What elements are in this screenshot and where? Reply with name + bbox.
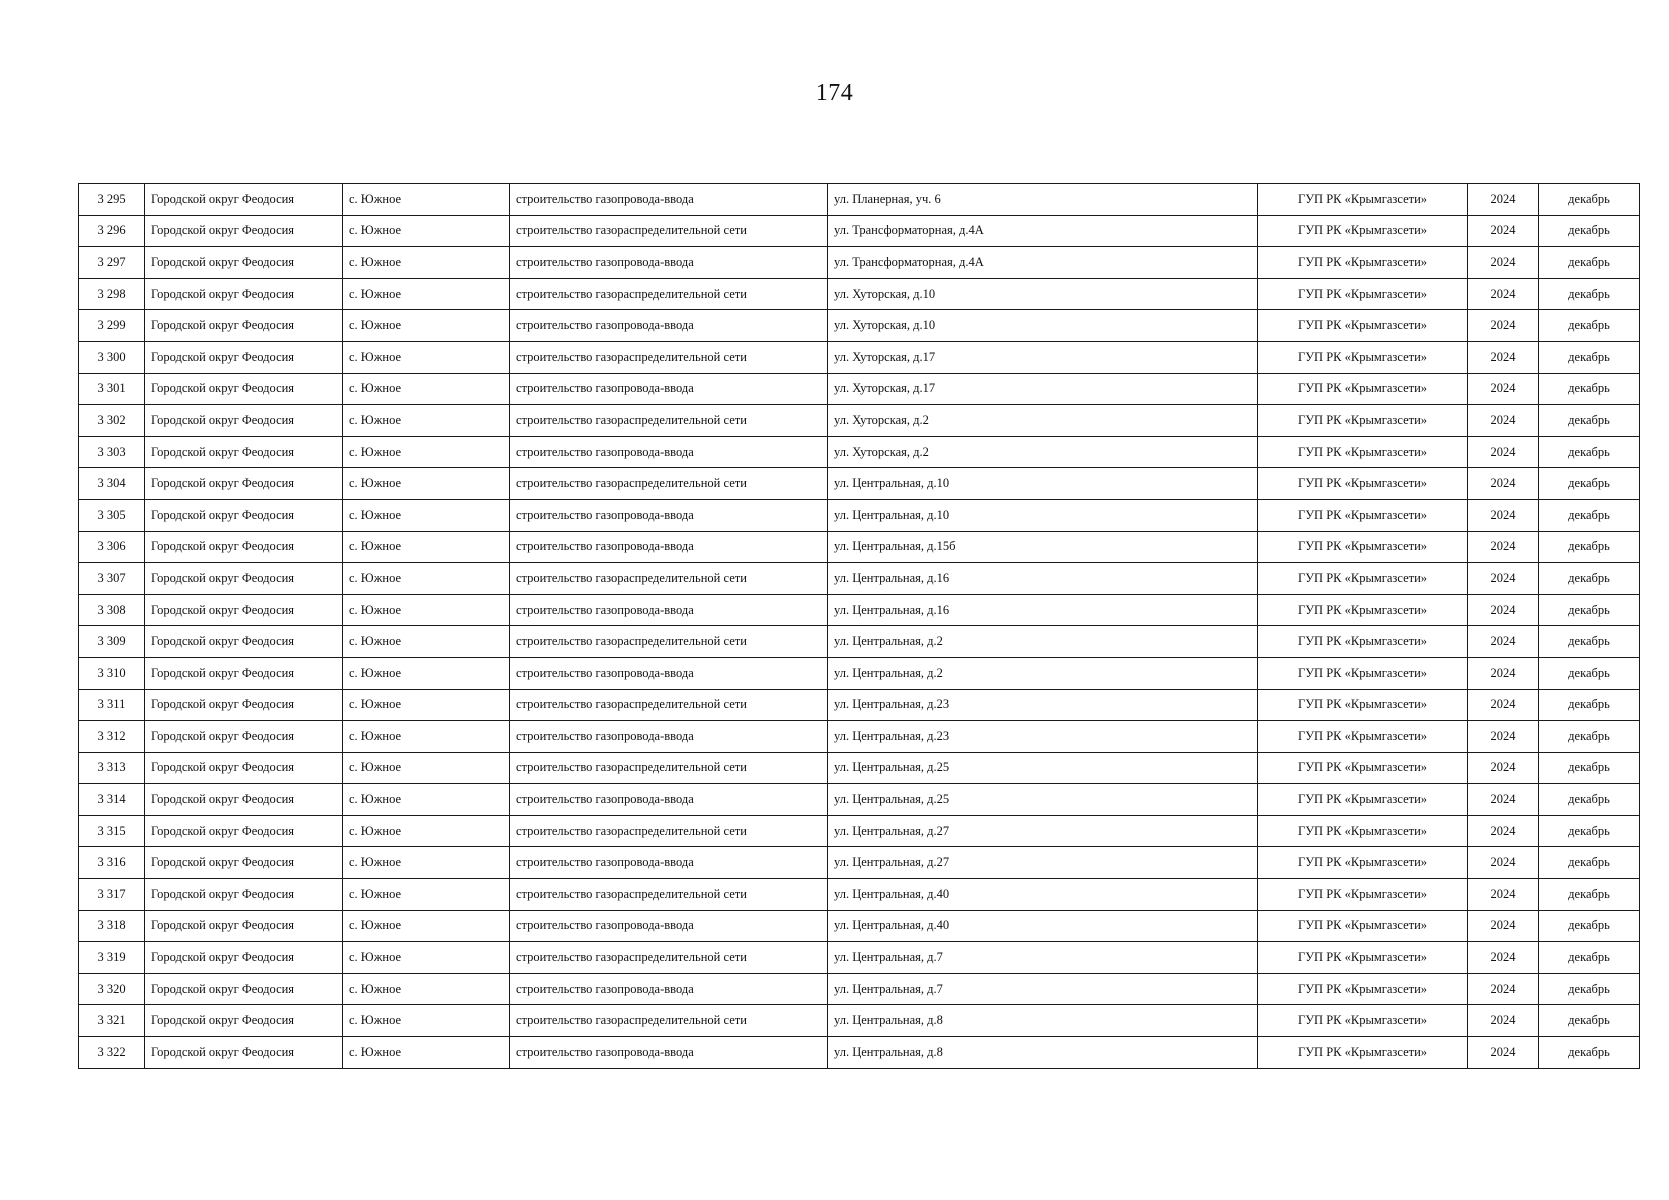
- table-row: [79, 721, 1640, 753]
- table-row: [79, 910, 1640, 942]
- organization-cell: ГУП РК «Крымгазсети»: [1258, 721, 1468, 753]
- address-cell: ул. Центральная, д.2: [828, 626, 1258, 658]
- work-type-cell: строительство газопровода-ввода: [510, 657, 828, 689]
- year-cell: 2024: [1468, 973, 1539, 1005]
- locality-cell: с. Южное: [343, 879, 510, 911]
- table-row: [79, 373, 1640, 405]
- work-type-cell: строительство газораспределительной сети: [510, 689, 828, 721]
- work-type-cell: строительство газопровода-ввода: [510, 436, 828, 468]
- table-row: [79, 879, 1640, 911]
- month-cell: декабрь: [1539, 184, 1640, 216]
- work-type-cell: строительство газораспределительной сети: [510, 341, 828, 373]
- year-cell: 2024: [1468, 341, 1539, 373]
- table-row: [79, 1037, 1640, 1069]
- row-number-cell: 3 318: [79, 910, 145, 942]
- organization-cell: ГУП РК «Крымгазсети»: [1258, 405, 1468, 437]
- table-row: [79, 247, 1640, 279]
- address-cell: ул. Центральная, д.40: [828, 879, 1258, 911]
- work-type-cell: строительство газопровода-ввода: [510, 847, 828, 879]
- row-number-cell: 3 320: [79, 973, 145, 1005]
- year-cell: 2024: [1468, 1005, 1539, 1037]
- work-type-cell: строительство газораспределительной сети: [510, 278, 828, 310]
- locality-cell: с. Южное: [343, 531, 510, 563]
- gasification-table: [78, 183, 1640, 1069]
- district-cell: Городской округ Феодосия: [145, 373, 343, 405]
- organization-cell: ГУП РК «Крымгазсети»: [1258, 436, 1468, 468]
- table-row: [79, 815, 1640, 847]
- address-cell: ул. Хуторская, д.2: [828, 436, 1258, 468]
- month-cell: декабрь: [1539, 910, 1640, 942]
- locality-cell: с. Южное: [343, 752, 510, 784]
- table-row: [79, 1005, 1640, 1037]
- month-cell: декабрь: [1539, 784, 1640, 816]
- row-number-cell: 3 316: [79, 847, 145, 879]
- organization-cell: ГУП РК «Крымгазсети»: [1258, 247, 1468, 279]
- table-row: [79, 468, 1640, 500]
- locality-cell: с. Южное: [343, 815, 510, 847]
- row-number-cell: 3 310: [79, 657, 145, 689]
- year-cell: 2024: [1468, 752, 1539, 784]
- address-cell: ул. Центральная, д.16: [828, 563, 1258, 595]
- year-cell: 2024: [1468, 815, 1539, 847]
- row-number-cell: 3 303: [79, 436, 145, 468]
- address-cell: ул. Центральная, д.23: [828, 689, 1258, 721]
- table-row: [79, 752, 1640, 784]
- row-number-cell: 3 298: [79, 278, 145, 310]
- address-cell: ул. Хуторская, д.10: [828, 310, 1258, 342]
- table-row: [79, 278, 1640, 310]
- work-type-cell: строительство газопровода-ввода: [510, 531, 828, 563]
- organization-cell: ГУП РК «Крымгазсети»: [1258, 563, 1468, 595]
- district-cell: Городской округ Феодосия: [145, 499, 343, 531]
- table-row: [79, 215, 1640, 247]
- locality-cell: с. Южное: [343, 278, 510, 310]
- work-type-cell: строительство газопровода-ввода: [510, 184, 828, 216]
- row-number-cell: 3 296: [79, 215, 145, 247]
- district-cell: Городской округ Феодосия: [145, 689, 343, 721]
- address-cell: ул. Трансформаторная, д.4А: [828, 215, 1258, 247]
- month-cell: декабрь: [1539, 468, 1640, 500]
- organization-cell: ГУП РК «Крымгазсети»: [1258, 847, 1468, 879]
- district-cell: Городской округ Феодосия: [145, 626, 343, 658]
- district-cell: Городской округ Феодосия: [145, 341, 343, 373]
- year-cell: 2024: [1468, 278, 1539, 310]
- organization-cell: ГУП РК «Крымгазсети»: [1258, 626, 1468, 658]
- table-row: [79, 531, 1640, 563]
- organization-cell: ГУП РК «Крымгазсети»: [1258, 373, 1468, 405]
- month-cell: декабрь: [1539, 815, 1640, 847]
- district-cell: Городской округ Феодосия: [145, 594, 343, 626]
- work-type-cell: строительство газораспределительной сети: [510, 752, 828, 784]
- work-type-cell: строительство газопровода-ввода: [510, 784, 828, 816]
- year-cell: 2024: [1468, 910, 1539, 942]
- year-cell: 2024: [1468, 721, 1539, 753]
- locality-cell: с. Южное: [343, 215, 510, 247]
- year-cell: 2024: [1468, 531, 1539, 563]
- month-cell: декабрь: [1539, 436, 1640, 468]
- month-cell: декабрь: [1539, 215, 1640, 247]
- table-row: [79, 847, 1640, 879]
- locality-cell: с. Южное: [343, 847, 510, 879]
- district-cell: Городской округ Феодосия: [145, 847, 343, 879]
- work-type-cell: строительство газопровода-ввода: [510, 721, 828, 753]
- month-cell: декабрь: [1539, 531, 1640, 563]
- organization-cell: ГУП РК «Крымгазсети»: [1258, 657, 1468, 689]
- locality-cell: с. Южное: [343, 910, 510, 942]
- work-type-cell: строительство газопровода-ввода: [510, 499, 828, 531]
- address-cell: ул. Центральная, д.27: [828, 815, 1258, 847]
- district-cell: Городской округ Феодосия: [145, 721, 343, 753]
- row-number-cell: 3 297: [79, 247, 145, 279]
- district-cell: Городской округ Феодосия: [145, 405, 343, 437]
- address-cell: ул. Центральная, д.7: [828, 973, 1258, 1005]
- address-cell: ул. Центральная, д.16: [828, 594, 1258, 626]
- month-cell: декабрь: [1539, 405, 1640, 437]
- district-cell: Городской округ Феодосия: [145, 1005, 343, 1037]
- year-cell: 2024: [1468, 657, 1539, 689]
- district-cell: Городской округ Феодосия: [145, 657, 343, 689]
- row-number-cell: 3 300: [79, 341, 145, 373]
- month-cell: декабрь: [1539, 879, 1640, 911]
- table-row: [79, 973, 1640, 1005]
- row-number-cell: 3 311: [79, 689, 145, 721]
- district-cell: Городской округ Феодосия: [145, 973, 343, 1005]
- locality-cell: с. Южное: [343, 310, 510, 342]
- district-cell: Городской округ Феодосия: [145, 563, 343, 595]
- year-cell: 2024: [1468, 310, 1539, 342]
- organization-cell: ГУП РК «Крымгазсети»: [1258, 879, 1468, 911]
- work-type-cell: строительство газопровода-ввода: [510, 373, 828, 405]
- work-type-cell: строительство газораспределительной сети: [510, 815, 828, 847]
- locality-cell: с. Южное: [343, 594, 510, 626]
- address-cell: ул. Центральная, д.40: [828, 910, 1258, 942]
- address-cell: ул. Хуторская, д.10: [828, 278, 1258, 310]
- month-cell: декабрь: [1539, 626, 1640, 658]
- year-cell: 2024: [1468, 247, 1539, 279]
- district-cell: Городской округ Феодосия: [145, 1037, 343, 1069]
- year-cell: 2024: [1468, 499, 1539, 531]
- locality-cell: с. Южное: [343, 405, 510, 437]
- table-row: [79, 563, 1640, 595]
- row-number-cell: 3 304: [79, 468, 145, 500]
- row-number-cell: 3 315: [79, 815, 145, 847]
- organization-cell: ГУП РК «Крымгазсети»: [1258, 468, 1468, 500]
- locality-cell: с. Южное: [343, 1005, 510, 1037]
- district-cell: Городской округ Феодосия: [145, 215, 343, 247]
- address-cell: ул. Хуторская, д.17: [828, 373, 1258, 405]
- table-row: [79, 689, 1640, 721]
- locality-cell: с. Южное: [343, 184, 510, 216]
- row-number-cell: 3 314: [79, 784, 145, 816]
- row-number-cell: 3 306: [79, 531, 145, 563]
- year-cell: 2024: [1468, 405, 1539, 437]
- address-cell: ул. Хуторская, д.2: [828, 405, 1258, 437]
- year-cell: 2024: [1468, 626, 1539, 658]
- year-cell: 2024: [1468, 879, 1539, 911]
- table-row: [79, 436, 1640, 468]
- month-cell: декабрь: [1539, 689, 1640, 721]
- address-cell: ул. Центральная, д.8: [828, 1037, 1258, 1069]
- page-number: 174: [815, 80, 854, 106]
- row-number-cell: 3 319: [79, 942, 145, 974]
- year-cell: 2024: [1468, 594, 1539, 626]
- row-number-cell: 3 317: [79, 879, 145, 911]
- month-cell: декабрь: [1539, 752, 1640, 784]
- month-cell: декабрь: [1539, 247, 1640, 279]
- address-cell: ул. Центральная, д.10: [828, 468, 1258, 500]
- work-type-cell: строительство газораспределительной сети: [510, 563, 828, 595]
- organization-cell: ГУП РК «Крымгазсети»: [1258, 499, 1468, 531]
- district-cell: Городской округ Феодосия: [145, 752, 343, 784]
- table-row: [79, 341, 1640, 373]
- year-cell: 2024: [1468, 436, 1539, 468]
- year-cell: 2024: [1468, 689, 1539, 721]
- address-cell: ул. Центральная, д.23: [828, 721, 1258, 753]
- locality-cell: с. Южное: [343, 468, 510, 500]
- locality-cell: с. Южное: [343, 436, 510, 468]
- district-cell: Городской округ Феодосия: [145, 278, 343, 310]
- locality-cell: с. Южное: [343, 721, 510, 753]
- organization-cell: ГУП РК «Крымгазсети»: [1258, 1037, 1468, 1069]
- locality-cell: с. Южное: [343, 626, 510, 658]
- locality-cell: с. Южное: [343, 973, 510, 1005]
- locality-cell: с. Южное: [343, 247, 510, 279]
- organization-cell: ГУП РК «Крымгазсети»: [1258, 531, 1468, 563]
- district-cell: Городской округ Феодосия: [145, 784, 343, 816]
- organization-cell: ГУП РК «Крымгазсети»: [1258, 594, 1468, 626]
- month-cell: декабрь: [1539, 942, 1640, 974]
- organization-cell: ГУП РК «Крымгазсети»: [1258, 973, 1468, 1005]
- work-type-cell: строительство газораспределительной сети: [510, 215, 828, 247]
- address-cell: ул. Хуторская, д.17: [828, 341, 1258, 373]
- table-row: [79, 499, 1640, 531]
- month-cell: декабрь: [1539, 341, 1640, 373]
- organization-cell: ГУП РК «Крымгазсети»: [1258, 184, 1468, 216]
- address-cell: ул. Центральная, д.25: [828, 784, 1258, 816]
- year-cell: 2024: [1468, 215, 1539, 247]
- table-row: [79, 184, 1640, 216]
- row-number-cell: 3 299: [79, 310, 145, 342]
- year-cell: 2024: [1468, 184, 1539, 216]
- row-number-cell: 3 309: [79, 626, 145, 658]
- district-cell: Городской округ Феодосия: [145, 468, 343, 500]
- month-cell: декабрь: [1539, 973, 1640, 1005]
- work-type-cell: строительство газопровода-ввода: [510, 910, 828, 942]
- year-cell: 2024: [1468, 373, 1539, 405]
- row-number-cell: 3 301: [79, 373, 145, 405]
- locality-cell: с. Южное: [343, 657, 510, 689]
- district-cell: Городской округ Феодосия: [145, 942, 343, 974]
- locality-cell: с. Южное: [343, 499, 510, 531]
- work-type-cell: строительство газопровода-ввода: [510, 1037, 828, 1069]
- month-cell: декабрь: [1539, 1005, 1640, 1037]
- row-number-cell: 3 321: [79, 1005, 145, 1037]
- address-cell: ул. Центральная, д.15б: [828, 531, 1258, 563]
- year-cell: 2024: [1468, 1037, 1539, 1069]
- year-cell: 2024: [1468, 847, 1539, 879]
- work-type-cell: строительство газопровода-ввода: [510, 310, 828, 342]
- month-cell: декабрь: [1539, 310, 1640, 342]
- table-row: [79, 310, 1640, 342]
- year-cell: 2024: [1468, 784, 1539, 816]
- table-row: [79, 405, 1640, 437]
- address-cell: ул. Центральная, д.25: [828, 752, 1258, 784]
- month-cell: декабрь: [1539, 594, 1640, 626]
- row-number-cell: 3 308: [79, 594, 145, 626]
- organization-cell: ГУП РК «Крымгазсети»: [1258, 815, 1468, 847]
- locality-cell: с. Южное: [343, 341, 510, 373]
- row-number-cell: 3 312: [79, 721, 145, 753]
- organization-cell: ГУП РК «Крымгазсети»: [1258, 689, 1468, 721]
- address-cell: ул. Центральная, д.27: [828, 847, 1258, 879]
- row-number-cell: 3 302: [79, 405, 145, 437]
- table-row: [79, 626, 1640, 658]
- table-row: [79, 784, 1640, 816]
- month-cell: декабрь: [1539, 657, 1640, 689]
- row-number-cell: 3 322: [79, 1037, 145, 1069]
- work-type-cell: строительство газораспределительной сети: [510, 626, 828, 658]
- work-type-cell: строительство газораспределительной сети: [510, 879, 828, 911]
- organization-cell: ГУП РК «Крымгазсети»: [1258, 752, 1468, 784]
- district-cell: Городской округ Феодосия: [145, 879, 343, 911]
- locality-cell: с. Южное: [343, 689, 510, 721]
- locality-cell: с. Южное: [343, 1037, 510, 1069]
- month-cell: декабрь: [1539, 373, 1640, 405]
- organization-cell: ГУП РК «Крымгазсети»: [1258, 784, 1468, 816]
- organization-cell: ГУП РК «Крымгазсети»: [1258, 215, 1468, 247]
- organization-cell: ГУП РК «Крымгазсети»: [1258, 278, 1468, 310]
- district-cell: Городской округ Феодосия: [145, 436, 343, 468]
- address-cell: ул. Центральная, д.10: [828, 499, 1258, 531]
- district-cell: Городской округ Феодосия: [145, 815, 343, 847]
- year-cell: 2024: [1468, 942, 1539, 974]
- district-cell: Городской округ Феодосия: [145, 310, 343, 342]
- work-type-cell: строительство газораспределительной сети: [510, 405, 828, 437]
- work-type-cell: строительство газопровода-ввода: [510, 247, 828, 279]
- row-number-cell: 3 313: [79, 752, 145, 784]
- work-type-cell: строительство газораспределительной сети: [510, 1005, 828, 1037]
- month-cell: декабрь: [1539, 563, 1640, 595]
- address-cell: ул. Планерная, уч. 6: [828, 184, 1258, 216]
- district-cell: Городской округ Феодосия: [145, 184, 343, 216]
- work-type-cell: строительство газораспределительной сети: [510, 942, 828, 974]
- month-cell: декабрь: [1539, 499, 1640, 531]
- work-type-cell: строительство газораспределительной сети: [510, 468, 828, 500]
- row-number-cell: 3 295: [79, 184, 145, 216]
- address-cell: ул. Трансформаторная, д.4А: [828, 247, 1258, 279]
- month-cell: декабрь: [1539, 1037, 1640, 1069]
- month-cell: декабрь: [1539, 721, 1640, 753]
- work-type-cell: строительство газопровода-ввода: [510, 973, 828, 1005]
- table-row: [79, 942, 1640, 974]
- month-cell: декабрь: [1539, 278, 1640, 310]
- table-body: [79, 184, 1640, 1069]
- locality-cell: с. Южное: [343, 784, 510, 816]
- organization-cell: ГУП РК «Крымгазсети»: [1258, 942, 1468, 974]
- organization-cell: ГУП РК «Крымгазсети»: [1258, 341, 1468, 373]
- district-cell: Городской округ Феодосия: [145, 531, 343, 563]
- address-cell: ул. Центральная, д.7: [828, 942, 1258, 974]
- district-cell: Городской округ Феодосия: [145, 247, 343, 279]
- row-number-cell: 3 305: [79, 499, 145, 531]
- table-row: [79, 657, 1640, 689]
- organization-cell: ГУП РК «Крымгазсети»: [1258, 910, 1468, 942]
- row-number-cell: 3 307: [79, 563, 145, 595]
- locality-cell: с. Южное: [343, 373, 510, 405]
- year-cell: 2024: [1468, 468, 1539, 500]
- month-cell: декабрь: [1539, 847, 1640, 879]
- organization-cell: ГУП РК «Крымгазсети»: [1258, 310, 1468, 342]
- table-row: [79, 594, 1640, 626]
- organization-cell: ГУП РК «Крымгазсети»: [1258, 1005, 1468, 1037]
- address-cell: ул. Центральная, д.8: [828, 1005, 1258, 1037]
- locality-cell: с. Южное: [343, 563, 510, 595]
- address-cell: ул. Центральная, д.2: [828, 657, 1258, 689]
- work-type-cell: строительство газопровода-ввода: [510, 594, 828, 626]
- district-cell: Городской округ Феодосия: [145, 910, 343, 942]
- locality-cell: с. Южное: [343, 942, 510, 974]
- year-cell: 2024: [1468, 563, 1539, 595]
